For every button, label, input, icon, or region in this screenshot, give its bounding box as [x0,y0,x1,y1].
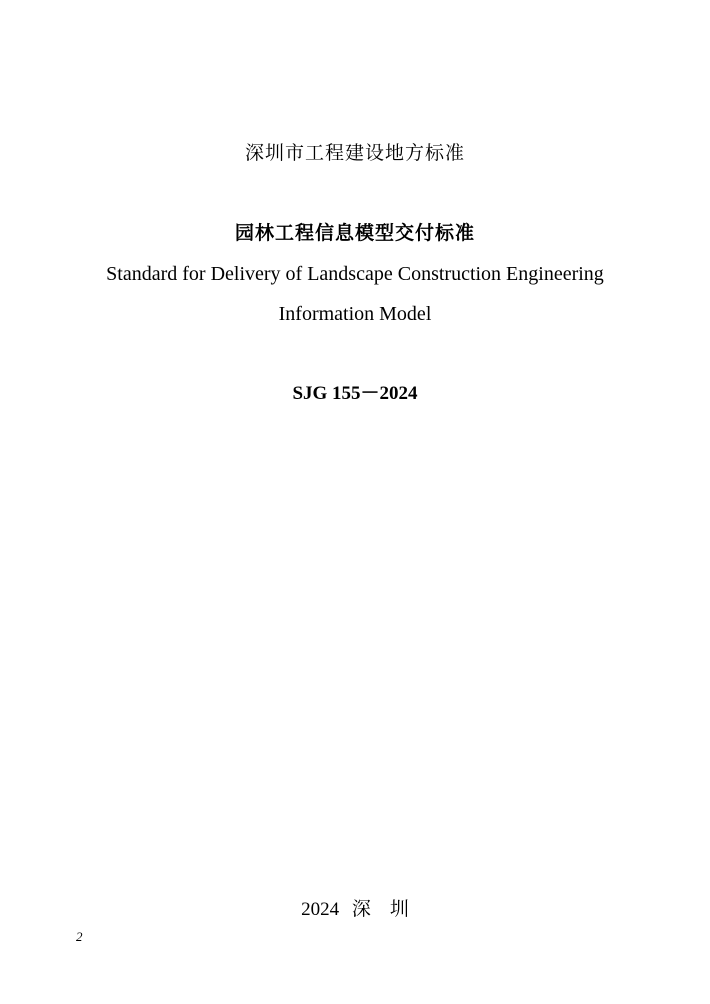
standard-title-chinese: 园林工程信息模型交付标准 [234,222,475,244]
publication-year: 2024 [301,899,340,920]
publication-place: 深 圳 [351,898,409,920]
publication-footer [0,900,710,919]
standard-code: SJG 155－2024 [292,383,418,404]
standard-title-english-line2: Information Model [278,303,432,325]
standard-series-title: 深圳市工程建设地方标准 [244,142,465,164]
standard-title-english-line1: Standard for Delivery of Landscape Construction Engineering [106,263,604,285]
page-number: 2 [76,929,83,944]
